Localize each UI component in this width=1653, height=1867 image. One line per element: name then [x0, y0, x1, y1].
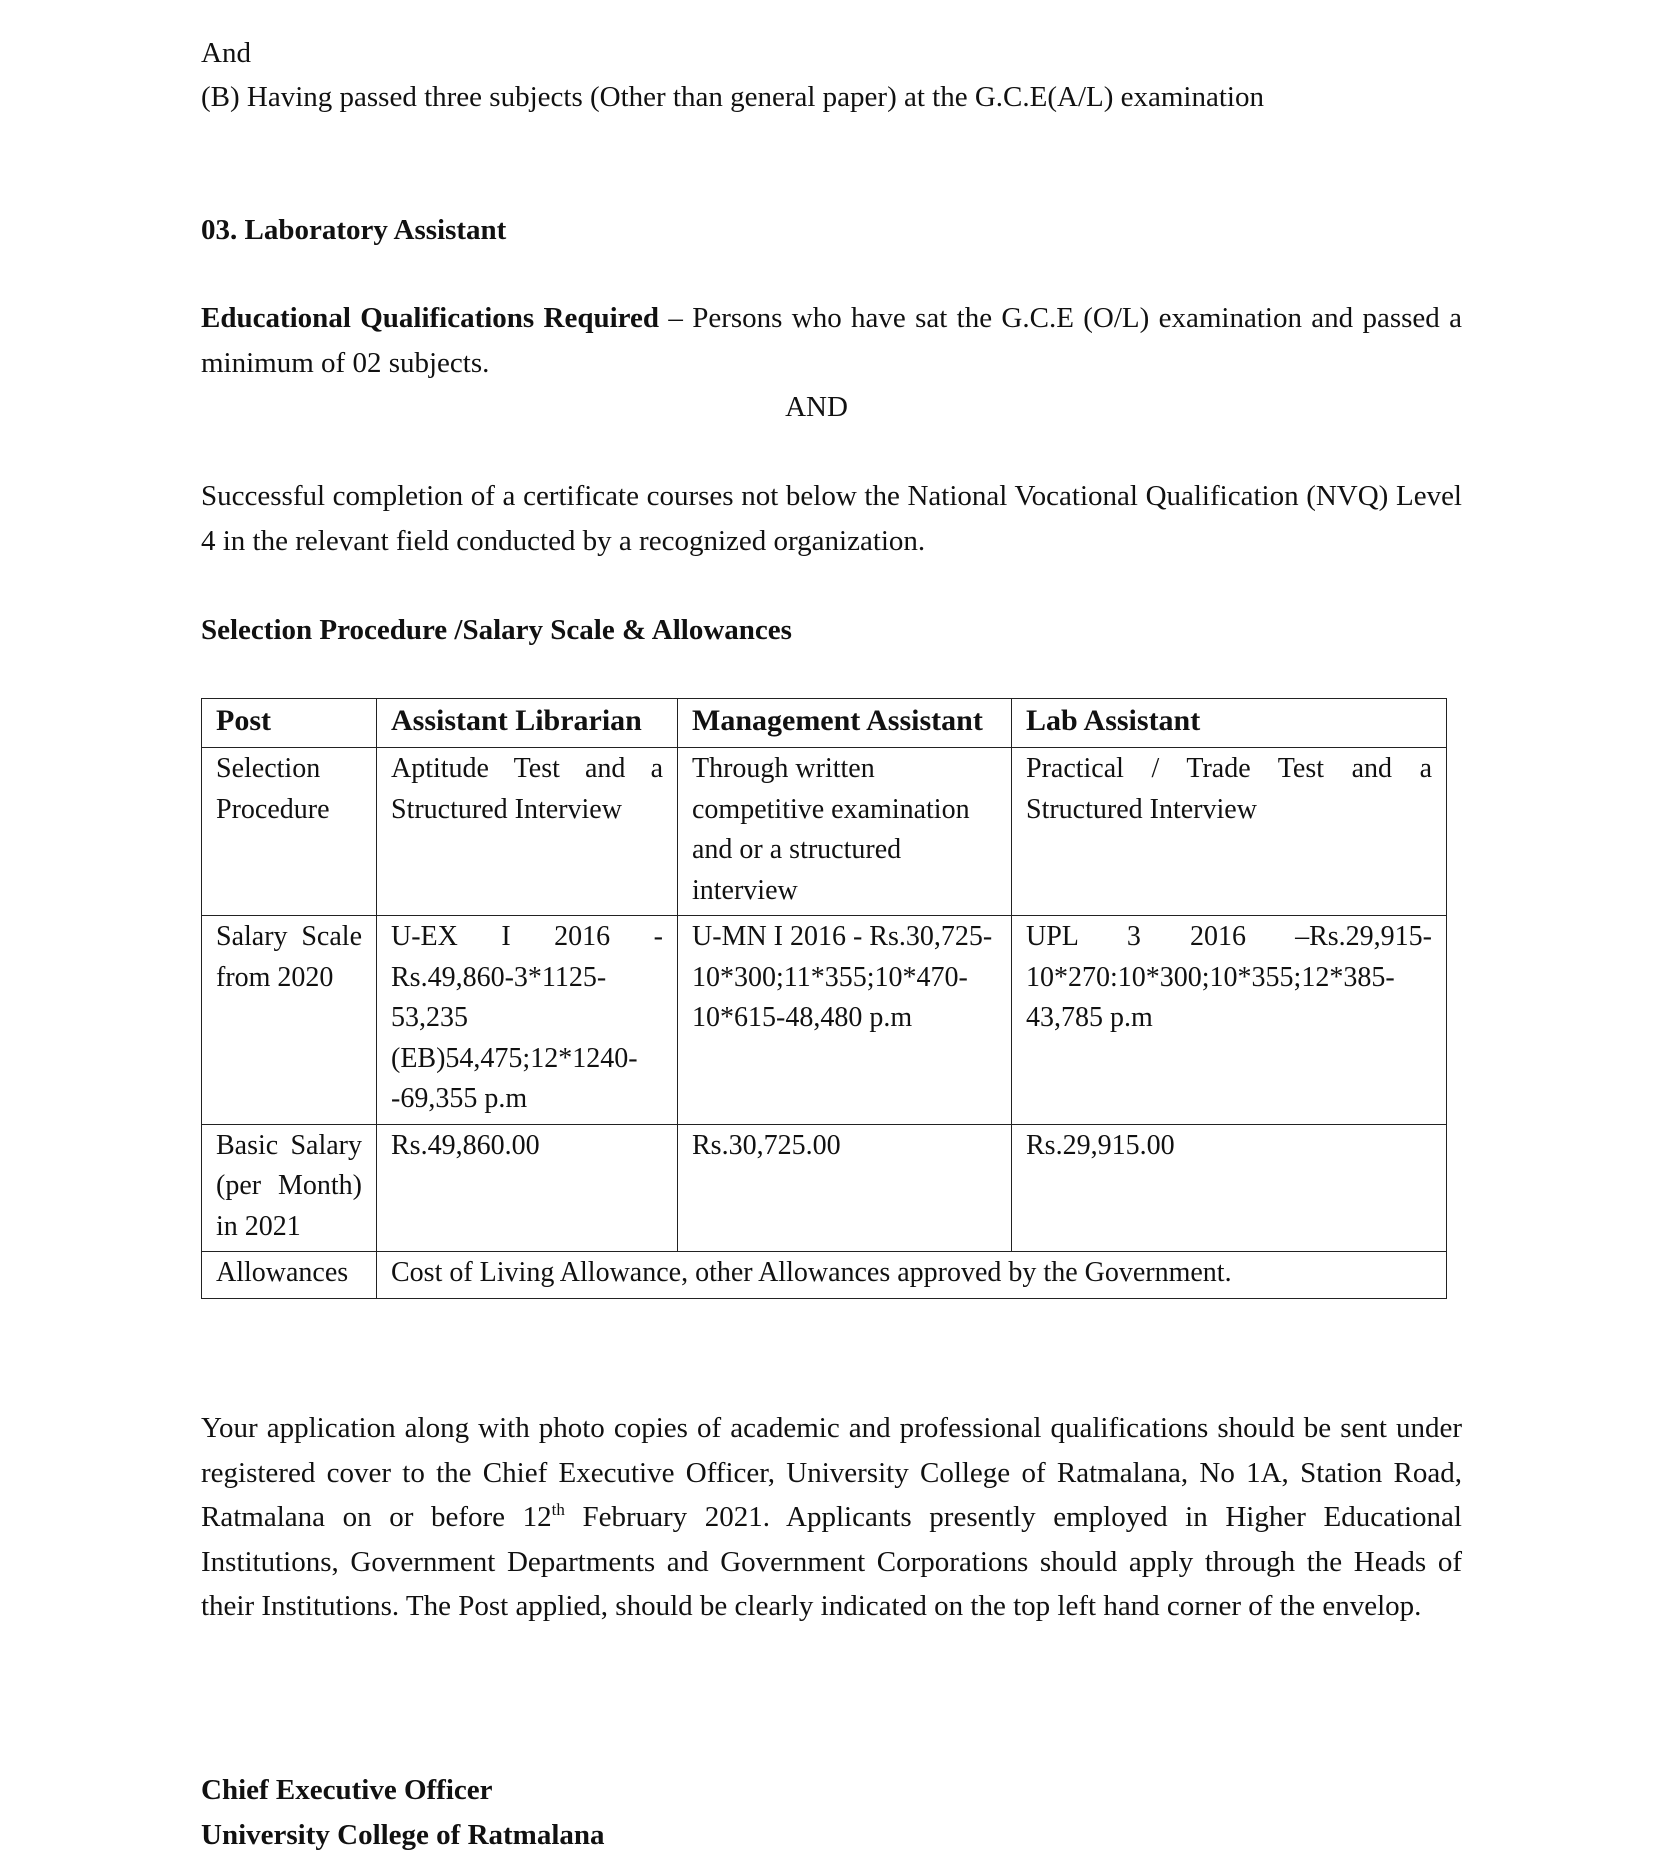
table-row-basic-salary [202, 1124, 1447, 1252]
row-label: Salary Scale from 2020 [202, 916, 377, 1125]
qualification-point-b: (B) Having passed three subjects (Other than general paper) at the G.C.E(A/L) examination [201, 81, 1264, 113]
signature-organization: University College of Ratmalana [201, 1819, 605, 1851]
table-row-salary-scale [202, 916, 1447, 1125]
table-cell: UPL 3 2016 –Rs.29,915-10*270:10*300;10*355;12*385-43,785 p.m [1012, 916, 1447, 1125]
header-lab-assistant: Lab Assistant [1012, 699, 1447, 748]
edu-label: Educational Qualifications Required [201, 302, 660, 334]
signature-title: Chief Executive Officer [201, 1774, 493, 1806]
header-post: Post [202, 699, 377, 748]
header-management-assistant: Management Assistant [678, 699, 1012, 748]
selection-procedure-heading: Selection Procedure /Salary Scale & Allowances [201, 614, 792, 646]
table-cell: Rs.30,725.00 [678, 1124, 1012, 1252]
application-text-part1: Your application along with photo copies of academic and professional qualifications should be sent under registered cover to the Chief Executive Officer, University College of Ratmalana, No 1A, Station Road, Ratmalana on or before 12 [201, 1412, 1462, 1533]
nvq-qualification-paragraph: Successful completion of a certificate courses not below the National Vocational Qualification (NVQ) Level 4 in the relevant field conducted by a recognized organization. [201, 480, 1462, 557]
table-row-allowances [202, 1252, 1447, 1299]
table-cell: U-EX I 2016 - Rs.49,860-3*1125-53,235 (EB)54,475;12*1240--69,355 p.m [377, 916, 678, 1125]
edu-dash: – [659, 302, 693, 334]
header-assistant-librarian: Assistant Librarian [377, 699, 678, 748]
allowances-cell: Cost of Living Allowance, other Allowances approved by the Government. [377, 1252, 1447, 1299]
table-header-row [202, 699, 1447, 748]
table-cell: U-MN I 2016 - Rs.30,725-10*300;11*355;10*470-10*615-48,480 p.m [678, 916, 1012, 1125]
salary-table [201, 698, 1447, 1299]
application-instructions-paragraph [201, 1406, 1462, 1629]
row-label: Selection Procedure [202, 748, 377, 916]
table-cell: Through written competitive examination and or a structured interview [678, 748, 1012, 916]
edu-text: Persons who have sat the G.C.E (O/L) examination and passed a minimum of 02 subjects. [201, 302, 1462, 379]
table-row-selection-procedure [202, 748, 1447, 916]
ordinal-suffix: th [551, 1500, 565, 1519]
section-heading-lab-assistant: 03. Laboratory Assistant [201, 214, 507, 246]
and-word: And [201, 37, 251, 69]
row-label: Allowances [202, 1252, 377, 1299]
educational-qualifications-paragraph [201, 296, 1462, 385]
table-cell: Practical / Trade Test and a Structured Interview [1012, 748, 1447, 916]
table-cell: Rs.49,860.00 [377, 1124, 678, 1252]
row-label: Basic Salary (per Month) in 2021 [202, 1124, 377, 1252]
application-text-part2: February 2021. Applicants presently employed in Higher Educational Institutions, Government Departments and Government Corporations should apply through the Heads of their Institutions. The Post applied, should be clearly indicated on the top left hand corner of the envelop. [201, 1501, 1462, 1622]
table-cell: Aptitude Test and a Structured Interview [377, 748, 678, 916]
and-connector: AND [785, 391, 848, 423]
table-cell: Rs.29,915.00 [1012, 1124, 1447, 1252]
